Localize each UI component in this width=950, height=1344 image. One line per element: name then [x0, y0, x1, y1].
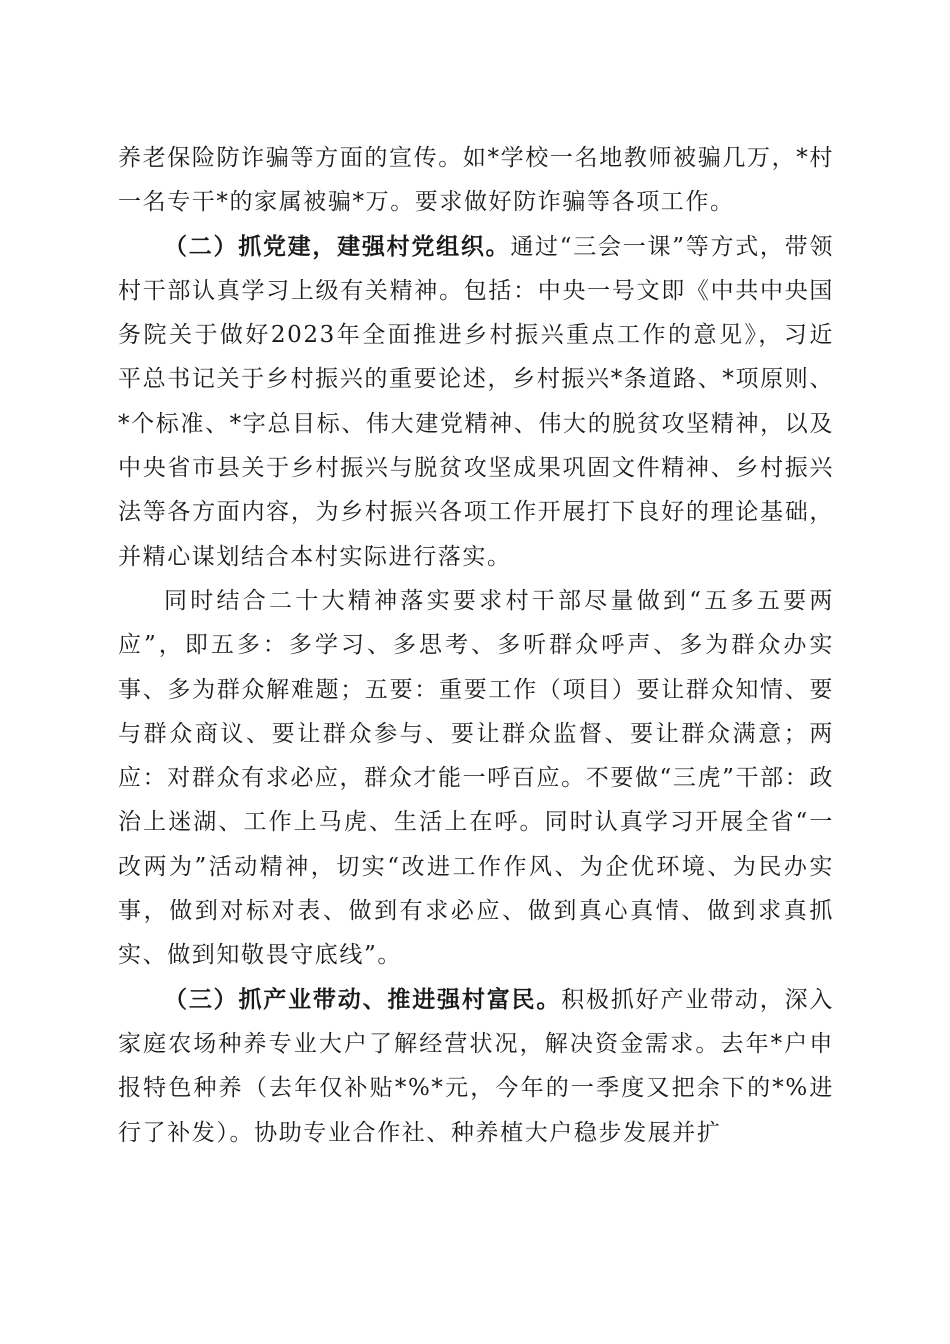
paragraph-continuation — [118, 136, 834, 225]
paragraph-party-building — [118, 225, 834, 579]
paragraph-five-requirements — [118, 579, 834, 978]
section-heading-2: （二）抓党建，建强村党组织。 — [164, 232, 511, 260]
paragraph-industry — [118, 978, 834, 1155]
document-body — [118, 136, 834, 1155]
paragraph-text: 积极抓好产业带动，深入家庭农场种养专业大户了解经营状况，解决资金需求。去年*户申报特色种养（去年仅补贴*%*元，今年的一季度又把余下的*%进行了补发）。协助专业合作社、种养植大户稳步发展并扩 — [118, 986, 834, 1146]
paragraph-text: 养老保险防诈骗等方面的宣传。如*学校一名地教师被骗几万，*村一名专干*的家属被骗*万。要求做好防诈骗等各项工作。 — [118, 145, 834, 216]
paragraph-text: 通过“三会一课”等方式，带领村干部认真学习上级有关精神。包括：中央一号文即《中共中央国务院关于做好2023年全面推进乡村振兴重点工作的意见》，习近平总书记关于乡村振兴的重要论述，乡村振兴*条道路、*项原则、*个标准、*字总目标、伟大建党精神、伟大的脱贫攻坚精神，以及中央省市县关于乡村振兴与脱贫攻坚成果巩固文件精神、乡村振兴法等各方面内容，为乡村振兴各项工作开展打下良好的理论基础，并精心谋划结合本村实际进行落实。 — [118, 233, 834, 570]
paragraph-text: 同时结合二十大精神落实要求村干部尽量做到“五多五要两应”，即五多：多学习、多思考、多听群众呼声、多为群众办实事、多为群众解难题；五要：重要工作（项目）要让群众知情、要与群众商议、要让群众参与、要让群众监督、要让群众满意；两应：对群众有求必应，群众才能一呼百应。不要做“三虎”干部：政治上迷湖、工作上马虎、生活上在呼。同时认真学习开展全省“一改两为”活动精神，切实“改进工作作风、为企优环境、为民办实事，做到对标对表、做到有求必应、做到真心真情、做到求真抓实、做到知敬畏守底线”。 — [118, 587, 834, 969]
section-heading-3: （三）抓产业带动、推进强村富民。 — [164, 985, 562, 1013]
